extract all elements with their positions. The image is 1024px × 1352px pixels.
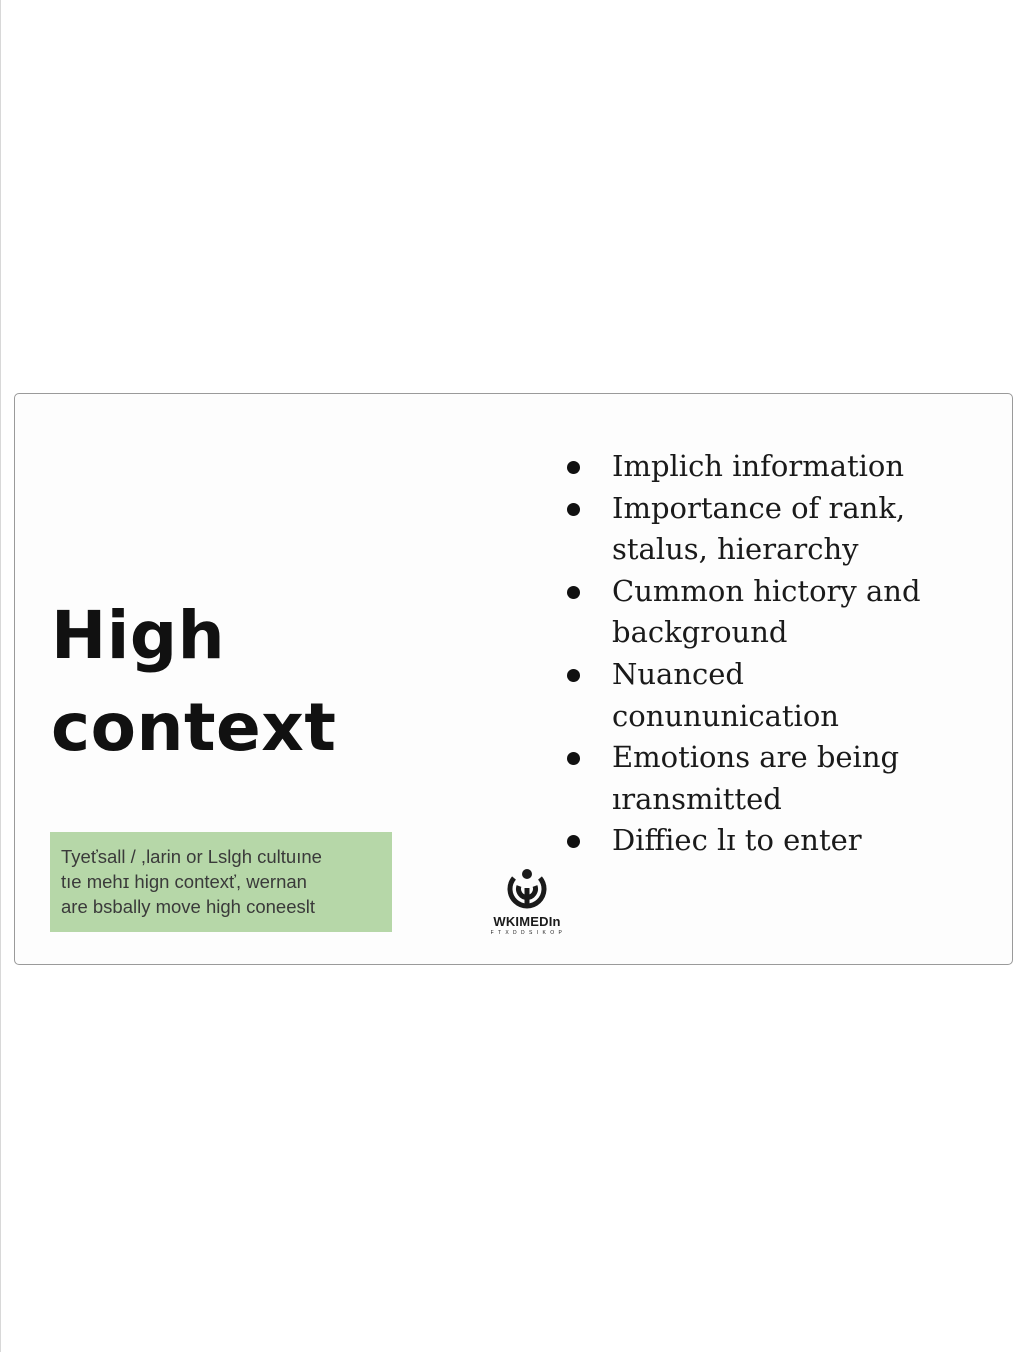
wikimedia-logo-icon <box>504 866 550 912</box>
slide-title <box>51 590 336 774</box>
bullet-text: Diffiec lɪ to enter <box>612 823 862 858</box>
logo-subtext: F T X D D S I K O P <box>490 930 564 936</box>
highlight-note <box>50 832 392 932</box>
bullet-text: Emotions are being <box>612 740 900 775</box>
bullet-text: Nuanced <box>612 656 744 691</box>
bullet-text: conununication <box>612 698 839 733</box>
note-line-3: are bsbally move high coneeslt <box>61 896 316 917</box>
bullet-dot-icon <box>567 669 580 682</box>
bullet-item <box>563 571 983 654</box>
wikimedia-logo <box>477 866 577 937</box>
bullet-text: stalus, hierarchy <box>612 532 859 567</box>
bullet-dot-icon <box>567 461 580 474</box>
bullet-text: Implich information <box>612 449 905 483</box>
bullet-item <box>563 488 983 571</box>
bullet-item <box>563 654 983 737</box>
bullet-item <box>563 446 983 488</box>
bullet-dot-icon <box>567 586 580 599</box>
bullet-item <box>563 820 983 862</box>
bullet-text: ıransmitted <box>612 781 782 816</box>
note-line-2: tıe mehɪ hign contexť, wernan <box>61 871 307 892</box>
bullet-text: Cummon hictory and <box>612 573 921 608</box>
bullet-text: background <box>612 615 788 650</box>
slide-title-line-2: context <box>51 689 337 766</box>
bullet-list <box>563 446 983 862</box>
bullet-dot-icon <box>567 503 580 516</box>
logo-wordmark: WKIMEDIn <box>493 914 561 929</box>
bullet-text: Importance of rank, <box>612 490 906 525</box>
slide-title-line-1: High <box>51 597 226 674</box>
bullet-item <box>563 737 983 820</box>
note-line-1: Tyeťsall / ,larin or Lslgh cultuıne <box>61 846 322 867</box>
bullet-dot-icon <box>567 835 580 848</box>
bullet-dot-icon <box>567 752 580 765</box>
slide <box>14 393 1013 965</box>
